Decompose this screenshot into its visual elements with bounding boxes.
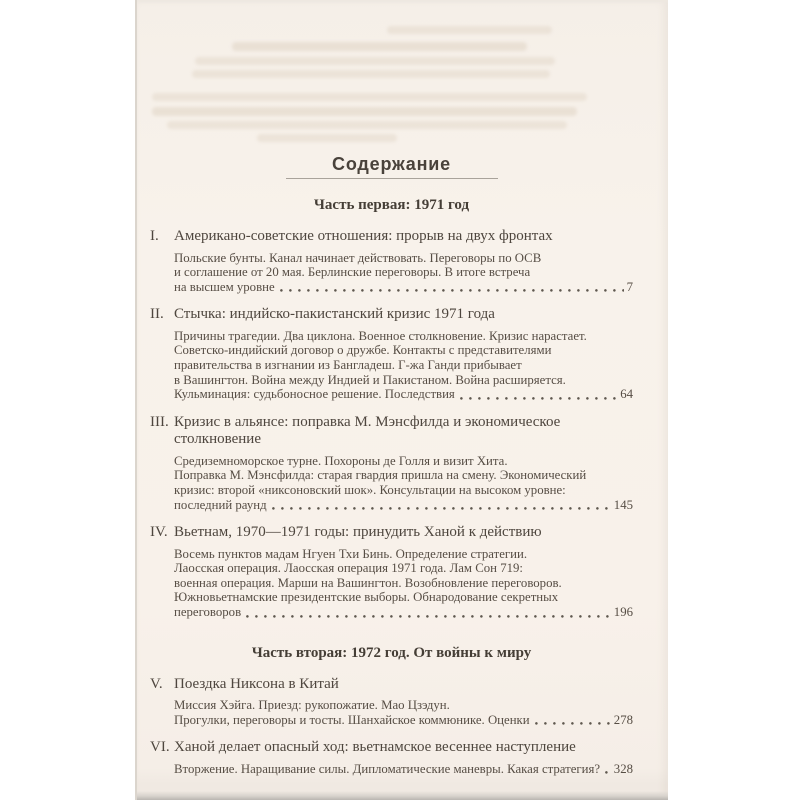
toc-entry: [150, 414, 633, 512]
description-line: кризис: второй «никсоновский шок». Консультации на высоком уровне:: [174, 482, 566, 497]
toc-list: [150, 196, 633, 776]
entry-heading: [150, 524, 633, 542]
description-line: и соглашение от 20 мая. Берлинские переговоры. В итоге встреча: [174, 265, 531, 280]
description-line: Причины трагедии. Два циклона. Военное столкновение. Кризис нарастает.: [174, 328, 587, 343]
page-number: 64: [620, 387, 633, 402]
entry-numeral: III.: [150, 413, 169, 430]
description-line: Средиземноморское турне. Похороны де Голля и визит Хита.: [174, 453, 508, 468]
description-line: Поправка М. Мэнсфилда: старая гвардия пришла на смену. Экономический: [174, 468, 587, 483]
entry-numeral: VI.: [150, 739, 170, 756]
entry-description: [174, 329, 633, 402]
description-line: переговоров: [174, 605, 242, 619]
title-rule: [286, 178, 498, 179]
description-line: Советско-индийский договор о дружбе. Контакты с представителями: [174, 343, 552, 358]
page-number: 7: [626, 279, 633, 294]
description-line: Кульминация: судьбоносное решение. Последствия: [174, 387, 455, 402]
entry-title: Ханой делает опасный ход: вьетнамское весеннее наступление: [174, 739, 576, 756]
description-line: правительства в изгнании из Бангладеш. Г-жа Ганди прибывает: [174, 357, 522, 372]
entry-title: Вьетнам, 1970—1971 годы: принудить Ханой к действию: [174, 524, 542, 541]
part-heading: Часть первая: 1971 год: [313, 197, 470, 213]
page-title: Содержание: [332, 154, 451, 174]
toc-entry: [150, 306, 633, 401]
page-number: 145: [613, 497, 633, 512]
description-last-line: [174, 713, 633, 728]
description-last-line: [174, 387, 633, 402]
toc-entry: [150, 228, 633, 294]
toc-content: [150, 0, 633, 776]
page-number: 196: [613, 605, 633, 619]
entry-heading: [150, 414, 633, 449]
entry-numeral: II.: [150, 306, 164, 323]
entry-heading: [150, 676, 633, 694]
toc-entry: [150, 524, 633, 619]
entry-heading: [150, 306, 633, 324]
toc-entry: [150, 676, 633, 728]
toc-entry: [150, 739, 633, 776]
description-line: Прогулки, переговоры и тосты. Шанхайское коммюнике. Оценки: [174, 712, 530, 727]
entry-title: Стычка: индийско-пакистанский кризис 1971 года: [174, 306, 495, 323]
description-line: Миссия Хэйга. Приезд: рукопожатие. Мао Цзэдун.: [174, 698, 450, 713]
description-last-line: [174, 605, 633, 620]
entry-description: [174, 547, 633, 620]
entry-heading: [150, 228, 633, 246]
description-line: Польские бунты. Канал начинает действовать. Переговоры по ОСВ: [174, 250, 542, 265]
entry-numeral: V.: [150, 675, 163, 692]
description-last-line: [174, 280, 633, 295]
book-page: [135, 0, 668, 800]
description-last-line: [174, 498, 633, 513]
entry-description: [174, 251, 633, 295]
dot-leader: [246, 608, 611, 620]
description-line: Восемь пунктов мадам Нгуен Тхи Бинь. Определение стратегии.: [174, 546, 528, 561]
entry-title: Кризис в альянсе: поправка М. Мэнсфилда и экономическое столкновение: [174, 413, 561, 448]
description-line: в Вашингтон. Война между Индией и Пакистаном. Война расширяется.: [174, 372, 566, 387]
description-last-line: [174, 762, 633, 777]
entry-description: [174, 762, 633, 777]
page-number: 328: [613, 761, 633, 776]
description-line: Лаосская операция. Лаосская операция 1971 года. Лам Сон 719:: [174, 561, 523, 576]
entry-title: Американо-советские отношения: прорыв на двух фронтах: [174, 228, 553, 244]
description-line: Южновьетнамские президентские выборы. Обнародование секретных: [174, 590, 559, 605]
entry-title: Поездка Никсона в Китай: [174, 675, 339, 692]
dot-leader: [605, 764, 611, 776]
dot-leader: [460, 390, 617, 402]
description-line: на высшем уровне: [174, 279, 275, 294]
part-heading: Часть вторая: 1972 год. От войны к миру: [251, 644, 532, 661]
dot-leader: [272, 500, 611, 512]
page-number: 278: [613, 712, 633, 727]
description-line: Вторжение. Наращивание силы. Дипломатические маневры. Какая стратегия?: [174, 761, 601, 776]
entry-numeral: IV.: [150, 524, 168, 541]
dot-leader: [280, 282, 624, 294]
description-line: последний раунд: [174, 497, 267, 512]
entry-numeral: I.: [150, 228, 159, 244]
entry-description: [174, 454, 633, 512]
entry-description: [174, 698, 633, 727]
page-bottom-edge: [137, 791, 668, 800]
description-line: военная операция. Марши на Вашингтон. Возобновление переговоров.: [174, 575, 562, 590]
entry-heading: [150, 739, 633, 757]
dot-leader: [535, 715, 611, 727]
